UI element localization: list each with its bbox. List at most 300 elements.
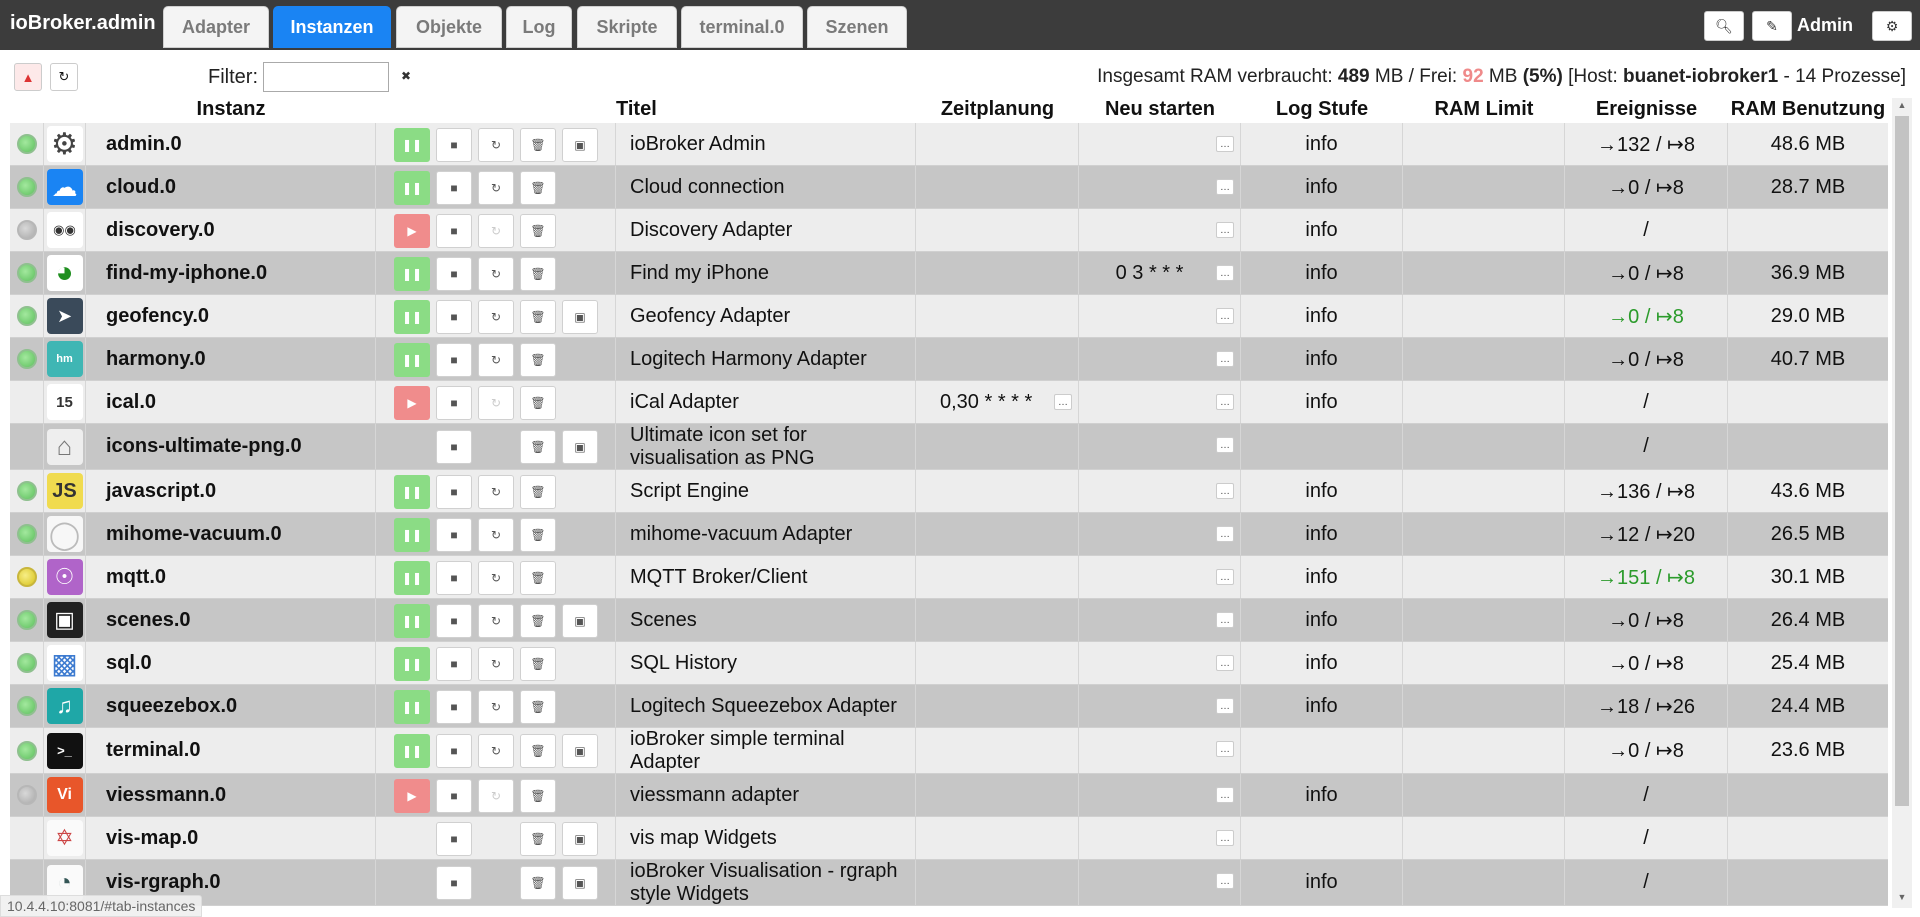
- instance-actions: [376, 209, 616, 251]
- delete-instance-button[interactable]: 🗑︎: [520, 734, 556, 768]
- col-ram-limit[interactable]: RAM Limit: [1434, 98, 1534, 120]
- instance-row[interactable]: [10, 209, 1888, 252]
- adapter-icon-cell: [44, 252, 86, 294]
- instance-title[interactable]: mihome-vacuum Adapter: [616, 513, 916, 555]
- host-name: buanet-iobroker1: [1623, 66, 1779, 87]
- pause-instance-button[interactable]: ❚❚: [394, 690, 430, 724]
- schedule-cell[interactable]: [916, 338, 1079, 380]
- instance-row[interactable]: [10, 338, 1888, 381]
- log-level[interactable]: info: [1241, 685, 1403, 727]
- events-count: →132 / ↦8: [1565, 123, 1728, 165]
- instance-name[interactable]: terminal.0: [86, 728, 376, 773]
- restart-instance-button[interactable]: ↻: [478, 343, 514, 377]
- settings-instance-button[interactable]: ■: [436, 214, 472, 248]
- events-count: /: [1565, 209, 1728, 251]
- instance-name[interactable]: geofency.0: [86, 295, 376, 337]
- settings-instance-button[interactable]: ■: [436, 690, 472, 724]
- instance-title[interactable]: Ultimate icon set for visualisation as PNG: [616, 424, 916, 469]
- log-level[interactable]: info: [1241, 338, 1403, 380]
- restart-schedule-cell[interactable]: [1079, 338, 1241, 380]
- delete-instance-button[interactable]: 🗑︎: [520, 300, 556, 334]
- ram-limit[interactable]: [1403, 642, 1565, 684]
- status-cell: [10, 728, 44, 773]
- restart-schedule-cell[interactable]: [1079, 774, 1241, 816]
- col-instanz[interactable]: Instanz: [196, 98, 266, 120]
- instance-actions: [376, 470, 616, 512]
- instance-name[interactable]: icons-ultimate-png.0: [86, 424, 376, 469]
- settings-instance-button[interactable]: ■: [436, 604, 472, 638]
- instance-row[interactable]: [10, 513, 1888, 556]
- status-cell: [10, 774, 44, 816]
- delete-instance-button[interactable]: 🗑︎: [520, 214, 556, 248]
- restart-schedule-cell[interactable]: [1079, 642, 1241, 684]
- instance-row[interactable]: [10, 817, 1888, 860]
- schedule-cell[interactable]: [916, 556, 1079, 598]
- delete-instance-button[interactable]: 🗑︎: [520, 475, 556, 509]
- delete-instance-button[interactable]: 🗑︎: [520, 866, 556, 900]
- tab-instanzen[interactable]: Instanzen: [273, 6, 391, 48]
- tab-skripte[interactable]: Skripte: [577, 6, 677, 48]
- instance-name[interactable]: cloud.0: [86, 166, 376, 208]
- log-level[interactable]: [1241, 424, 1403, 469]
- log-level[interactable]: info: [1241, 599, 1403, 641]
- restart-schedule-cell[interactable]: [1079, 513, 1241, 555]
- edit-restart-button[interactable]: …: [1216, 483, 1234, 499]
- filter-input[interactable]: [263, 62, 389, 92]
- instance-name[interactable]: sql.0: [86, 642, 376, 684]
- delete-instance-button[interactable]: 🗑︎: [520, 561, 556, 595]
- delete-instance-button[interactable]: 🗑︎: [520, 343, 556, 377]
- edit-restart-button[interactable]: …: [1216, 136, 1234, 152]
- settings-button[interactable]: [1872, 11, 1912, 41]
- restart-instance-button[interactable]: ↻: [478, 561, 514, 595]
- settings-instance-button[interactable]: ■: [436, 647, 472, 681]
- instance-title[interactable]: viessmann adapter: [616, 774, 916, 816]
- restart-schedule-cell[interactable]: [1079, 685, 1241, 727]
- log-level[interactable]: info: [1241, 166, 1403, 208]
- ram-limit[interactable]: [1403, 338, 1565, 380]
- instance-title[interactable]: iCal Adapter: [616, 381, 916, 423]
- open-web-button[interactable]: ▣: [562, 430, 598, 464]
- edit-restart-button[interactable]: …: [1216, 308, 1234, 324]
- restart-instance-button[interactable]: ↻: [478, 128, 514, 162]
- instance-actions: [376, 338, 616, 380]
- schedule-cell[interactable]: [916, 123, 1079, 165]
- instance-name[interactable]: ical.0: [86, 381, 376, 423]
- scroll-down-icon[interactable]: ▼: [1897, 892, 1907, 902]
- ram-limit[interactable]: [1403, 123, 1565, 165]
- log-level[interactable]: info: [1241, 642, 1403, 684]
- instance-title[interactable]: Geofency Adapter: [616, 295, 916, 337]
- delete-instance-button[interactable]: 🗑︎: [520, 430, 556, 464]
- status-indicator-icon: [17, 220, 37, 240]
- instance-row[interactable]: [10, 123, 1888, 166]
- restart-schedule-cell[interactable]: [1079, 252, 1241, 294]
- restart-instance-button: ↻: [478, 386, 514, 420]
- edit-restart-button[interactable]: …: [1216, 222, 1234, 238]
- user-warning-icon: ▲: [21, 69, 35, 85]
- col-titel[interactable]: Titel: [616, 98, 657, 120]
- open-web-button[interactable]: ▣: [562, 128, 598, 162]
- ram-summary: [1097, 66, 1906, 88]
- instance-row[interactable]: [10, 728, 1888, 774]
- status-indicator-icon: [17, 567, 37, 587]
- instance-title[interactable]: Scenes: [616, 599, 916, 641]
- schedule-cell[interactable]: [916, 166, 1079, 208]
- log-level[interactable]: info: [1241, 860, 1403, 905]
- instance-name[interactable]: squeezebox.0: [86, 685, 376, 727]
- log-level[interactable]: info: [1241, 295, 1403, 337]
- instance-row[interactable]: [10, 860, 1888, 906]
- instance-row[interactable]: [10, 774, 1888, 817]
- delete-instance-button[interactable]: 🗑︎: [520, 386, 556, 420]
- edit-restart-button[interactable]: …: [1216, 655, 1234, 671]
- status-indicator-icon: [17, 785, 37, 805]
- ram-usage: 26.5 MB: [1770, 522, 1846, 545]
- events-count: →0 / ↦8: [1565, 166, 1728, 208]
- instance-row[interactable]: [10, 166, 1888, 209]
- edit-restart-button[interactable]: …: [1216, 569, 1234, 585]
- instance-row[interactable]: [10, 252, 1888, 295]
- pause-instance-button[interactable]: ❚❚: [394, 128, 430, 162]
- instance-row[interactable]: [10, 470, 1888, 513]
- ram-limit[interactable]: [1403, 166, 1565, 208]
- ram-limit[interactable]: [1403, 424, 1565, 469]
- restart-schedule-cell[interactable]: [1079, 599, 1241, 641]
- restart-instance-button[interactable]: ↻: [478, 171, 514, 205]
- pause-instance-button[interactable]: ❚❚: [394, 604, 430, 638]
- ram-limit[interactable]: [1403, 774, 1565, 816]
- refresh-icon: ↻: [58, 69, 70, 84]
- reload-button[interactable]: [50, 63, 78, 91]
- instance-title[interactable]: Discovery Adapter: [616, 209, 916, 251]
- edit-restart-button[interactable]: …: [1216, 612, 1234, 628]
- pause-instance-button[interactable]: ❚❚: [394, 257, 430, 291]
- edit-restart-button[interactable]: …: [1216, 394, 1234, 410]
- schedule-cell[interactable]: [916, 424, 1079, 469]
- status-url: 10.4.4.10:8081/#tab-instances: [0, 895, 202, 917]
- status-indicator-icon: [17, 610, 37, 630]
- edit-restart-button[interactable]: …: [1216, 265, 1234, 281]
- open-web-button[interactable]: ▣: [562, 300, 598, 334]
- schedule-cell[interactable]: [916, 817, 1079, 859]
- open-web-button[interactable]: ▣: [562, 822, 598, 856]
- ram-limit[interactable]: [1403, 381, 1565, 423]
- instance-title[interactable]: Logitech Squeezebox Adapter: [616, 685, 916, 727]
- events-count: →12 / ↦20: [1565, 513, 1728, 555]
- schedule-cell[interactable]: [916, 728, 1079, 773]
- log-level[interactable]: info: [1241, 774, 1403, 816]
- instance-actions: [376, 123, 616, 165]
- tab-szenen[interactable]: Szenen: [807, 6, 907, 48]
- vertical-scrollbar[interactable]: [1892, 98, 1912, 908]
- open-web-button[interactable]: ▣: [562, 604, 598, 638]
- clear-filter-icon[interactable]: ✖: [400, 69, 412, 83]
- instance-name[interactable]: mqtt.0: [86, 556, 376, 598]
- events-count: →0 / ↦8: [1565, 728, 1728, 773]
- settings-instance-button[interactable]: ■: [436, 822, 472, 856]
- schedule-cell[interactable]: [916, 295, 1079, 337]
- status-cell: [10, 166, 44, 208]
- tab-log[interactable]: Log: [506, 6, 572, 48]
- pause-instance-button[interactable]: ❚❚: [394, 518, 430, 552]
- status-cell: [10, 123, 44, 165]
- log-level[interactable]: [1241, 728, 1403, 773]
- events-count: /: [1565, 860, 1728, 905]
- gauge-icon: ◔: [47, 865, 83, 901]
- log-level[interactable]: info: [1241, 123, 1403, 165]
- settings-instance-button[interactable]: ■: [436, 866, 472, 900]
- ram-prefix: Insgesamt RAM verbraucht:: [1097, 66, 1333, 87]
- ram-limit[interactable]: [1403, 817, 1565, 859]
- pause-instance-button[interactable]: ❚❚: [394, 647, 430, 681]
- instance-name[interactable]: vis-rgraph.0: [86, 860, 376, 905]
- instance-row[interactable]: [10, 556, 1888, 599]
- status-cell: [10, 252, 44, 294]
- ram-usage: 26.4 MB: [1770, 608, 1846, 631]
- settings-instance-button[interactable]: ■: [436, 171, 472, 205]
- pause-instance-button[interactable]: ❚❚: [394, 734, 430, 768]
- expert-mode-button[interactable]: [14, 63, 42, 91]
- tab-objekte[interactable]: Objekte: [396, 6, 502, 48]
- ram-usage: 30.1 MB: [1770, 565, 1846, 588]
- adapter-icon-cell: [44, 513, 86, 555]
- ram-limit[interactable]: [1403, 470, 1565, 512]
- restart-schedule-cell[interactable]: [1079, 123, 1241, 165]
- ram-usage: [1728, 774, 1888, 816]
- delete-instance-button[interactable]: 🗑︎: [520, 257, 556, 291]
- instance-title[interactable]: MQTT Broker/Client: [616, 556, 916, 598]
- pause-instance-button[interactable]: ❚❚: [394, 171, 430, 205]
- schedule-cell[interactable]: [916, 513, 1079, 555]
- instance-title[interactable]: Cloud connection: [616, 166, 916, 208]
- restart-instance-button[interactable]: ↻: [478, 647, 514, 681]
- settings-instance-button[interactable]: ■: [436, 128, 472, 162]
- instance-actions: [376, 774, 616, 816]
- restart-schedule-cell[interactable]: [1079, 817, 1241, 859]
- instance-actions: [376, 424, 616, 469]
- restart-instance-button[interactable]: ↻: [478, 475, 514, 509]
- ram-limit[interactable]: [1403, 860, 1565, 905]
- instance-row[interactable]: [10, 685, 1888, 728]
- instance-name[interactable]: mihome-vacuum.0: [86, 513, 376, 555]
- restart-schedule-cell[interactable]: [1079, 166, 1241, 208]
- schedule-cell[interactable]: [916, 599, 1079, 641]
- ram-limit[interactable]: [1403, 728, 1565, 773]
- instance-name[interactable]: vis-map.0: [86, 817, 376, 859]
- restart-schedule-cell[interactable]: [1079, 728, 1241, 773]
- pause-instance-button[interactable]: ❚❚: [394, 561, 430, 595]
- schedule-cell[interactable]: [916, 774, 1079, 816]
- log-level[interactable]: info: [1241, 381, 1403, 423]
- instance-row[interactable]: [10, 295, 1888, 338]
- ram-limit[interactable]: [1403, 252, 1565, 294]
- settings-instance-button[interactable]: ■: [436, 561, 472, 595]
- instance-row[interactable]: [10, 381, 1888, 424]
- tab-adapter[interactable]: Adapter: [163, 6, 269, 48]
- delete-instance-button[interactable]: 🗑︎: [520, 128, 556, 162]
- log-level[interactable]: info: [1241, 252, 1403, 294]
- instance-title[interactable]: Script Engine: [616, 470, 916, 512]
- col-ram-benutzung[interactable]: RAM Benutzung: [1730, 98, 1886, 120]
- ram-limit[interactable]: [1403, 685, 1565, 727]
- pause-instance-button[interactable]: ❚❚: [394, 343, 430, 377]
- instance-title[interactable]: Find my iPhone: [616, 252, 916, 294]
- instance-name[interactable]: javascript.0: [86, 470, 376, 512]
- ram-used: 489: [1337, 66, 1370, 87]
- ram-limit[interactable]: [1403, 599, 1565, 641]
- settings-instance-button[interactable]: ■: [436, 518, 472, 552]
- status-indicator-icon: [17, 306, 37, 326]
- status-cell: [10, 209, 44, 251]
- scrollbar-thumb[interactable]: [1895, 116, 1909, 806]
- schedule-cell[interactable]: [916, 642, 1079, 684]
- log-level[interactable]: info: [1241, 470, 1403, 512]
- schedule-cell[interactable]: [916, 470, 1079, 512]
- instance-actions: [376, 252, 616, 294]
- delete-instance-button[interactable]: 🗑︎: [520, 171, 556, 205]
- restart-schedule-cell[interactable]: [1079, 470, 1241, 512]
- instance-name[interactable]: scenes.0: [86, 599, 376, 641]
- ram-limit[interactable]: [1403, 209, 1565, 251]
- restart-instance-button: ↻: [478, 779, 514, 813]
- pause-instance-button[interactable]: ❚❚: [394, 475, 430, 509]
- binoculars-icon: ◉◉: [47, 212, 83, 248]
- instance-actions: [376, 556, 616, 598]
- instance-title[interactable]: vis map Widgets: [616, 817, 916, 859]
- instance-name[interactable]: viessmann.0: [86, 774, 376, 816]
- scroll-up-icon[interactable]: ▲: [1897, 100, 1907, 110]
- settings-instance-button[interactable]: ■: [436, 300, 472, 334]
- instance-row[interactable]: [10, 424, 1888, 470]
- ram-usage: [1728, 817, 1888, 859]
- status-cell: [10, 295, 44, 337]
- log-level[interactable]: info: [1241, 556, 1403, 598]
- edit-restart-button[interactable]: …: [1216, 787, 1234, 803]
- instance-row[interactable]: [10, 599, 1888, 642]
- host-suffix: - 14 Prozesse]: [1783, 66, 1906, 87]
- edit-restart-button[interactable]: …: [1216, 179, 1234, 195]
- settings-instance-button[interactable]: ■: [436, 734, 472, 768]
- settings-instance-button[interactable]: ■: [436, 257, 472, 291]
- status-indicator-icon: [17, 741, 37, 761]
- settings-instance-button[interactable]: ■: [436, 343, 472, 377]
- settings-instance-button[interactable]: ■: [436, 779, 472, 813]
- instance-title[interactable]: ioBroker Admin: [616, 123, 916, 165]
- open-web-button[interactable]: ▣: [562, 866, 598, 900]
- ram-usage: [1728, 381, 1888, 423]
- schedule-cell[interactable]: [916, 860, 1079, 905]
- instance-row[interactable]: [10, 642, 1888, 685]
- restart-value: 0 3 * * *: [1115, 261, 1184, 284]
- start-instance-button[interactable]: ▶: [394, 214, 430, 248]
- col-ereignisse[interactable]: Ereignisse: [1595, 98, 1698, 120]
- pause-instance-button[interactable]: ❚❚: [394, 300, 430, 334]
- edit-restart-button[interactable]: …: [1216, 437, 1234, 453]
- restart-instance-button[interactable]: ↻: [478, 518, 514, 552]
- delete-instance-button[interactable]: 🗑︎: [520, 822, 556, 856]
- events-count: /: [1565, 774, 1728, 816]
- col-zeitplanung[interactable]: Zeitplanung: [940, 98, 1055, 120]
- settings-instance-button[interactable]: ■: [436, 430, 472, 464]
- delete-instance-button[interactable]: 🗑︎: [520, 690, 556, 724]
- delete-instance-button[interactable]: 🗑︎: [520, 779, 556, 813]
- settings-instance-button[interactable]: ■: [436, 475, 472, 509]
- ram-limit[interactable]: [1403, 295, 1565, 337]
- restart-instance-button[interactable]: ↻: [478, 690, 514, 724]
- restart-schedule-cell[interactable]: [1079, 295, 1241, 337]
- instance-name[interactable]: admin.0: [86, 123, 376, 165]
- restart-instance-button[interactable]: ↻: [478, 604, 514, 638]
- restart-schedule-cell[interactable]: [1079, 424, 1241, 469]
- pencil-icon: ✎: [1766, 17, 1778, 34]
- adapter-icon-cell: [44, 338, 86, 380]
- delete-instance-button[interactable]: 🗑︎: [520, 647, 556, 681]
- edit-button[interactable]: [1752, 11, 1792, 41]
- instance-title[interactable]: Logitech Harmony Adapter: [616, 338, 916, 380]
- log-level[interactable]: [1241, 817, 1403, 859]
- radar-icon: ◕: [47, 255, 83, 291]
- schedule-cell[interactable]: [916, 685, 1079, 727]
- edit-restart-button[interactable]: …: [1216, 741, 1234, 757]
- instance-name[interactable]: harmony.0: [86, 338, 376, 380]
- ram-limit[interactable]: [1403, 513, 1565, 555]
- instance-name[interactable]: find-my-iphone.0: [86, 252, 376, 294]
- adapter-icon-cell: [44, 424, 86, 469]
- restart-instance-button[interactable]: ↻: [478, 257, 514, 291]
- gear-icon: ⚙: [1885, 17, 1899, 34]
- restart-schedule-cell[interactable]: [1079, 209, 1241, 251]
- edit-restart-button[interactable]: …: [1216, 351, 1234, 367]
- ram-usage: 24.4 MB: [1770, 694, 1846, 717]
- restart-schedule-cell[interactable]: [1079, 860, 1241, 905]
- col-neu-starten[interactable]: Neu starten: [1104, 98, 1216, 120]
- restart-instance-button[interactable]: ↻: [478, 300, 514, 334]
- schedule-cell[interactable]: [916, 381, 1079, 423]
- instance-actions: [376, 817, 616, 859]
- terminal-icon: >_: [47, 733, 83, 769]
- log-level[interactable]: info: [1241, 513, 1403, 555]
- col-log-stufe[interactable]: Log Stufe: [1275, 98, 1369, 120]
- delete-instance-button[interactable]: 🗑︎: [520, 604, 556, 638]
- restart-schedule-cell[interactable]: [1079, 381, 1241, 423]
- open-web-button[interactable]: ▣: [562, 734, 598, 768]
- edit-restart-button[interactable]: …: [1216, 526, 1234, 542]
- instance-title[interactable]: ioBroker simple terminal Adapter: [616, 728, 916, 773]
- log-level[interactable]: info: [1241, 209, 1403, 251]
- restart-schedule-cell[interactable]: [1079, 556, 1241, 598]
- edit-restart-button[interactable]: …: [1216, 830, 1234, 846]
- instance-title[interactable]: ioBroker Visualisation - rgraph style Widgets: [616, 860, 916, 905]
- edit-restart-button[interactable]: …: [1216, 873, 1234, 889]
- schedule-cell[interactable]: [916, 252, 1079, 294]
- ram-limit[interactable]: [1403, 556, 1565, 598]
- schedule-cell[interactable]: [916, 209, 1079, 251]
- user-name[interactable]: Admin: [1797, 15, 1853, 35]
- edit-restart-button[interactable]: …: [1216, 698, 1234, 714]
- settings-instance-button[interactable]: ■: [436, 386, 472, 420]
- tab-terminal[interactable]: terminal.0: [681, 6, 803, 48]
- search-button[interactable]: [1704, 11, 1744, 41]
- edit-schedule-button[interactable]: …: [1054, 394, 1072, 410]
- broadcast-icon: ☉: [47, 559, 83, 595]
- start-instance-button[interactable]: ▶: [394, 779, 430, 813]
- start-instance-button[interactable]: ▶: [394, 386, 430, 420]
- instance-name[interactable]: discovery.0: [86, 209, 376, 251]
- instance-title[interactable]: SQL History: [616, 642, 916, 684]
- restart-instance-button[interactable]: ↻: [478, 734, 514, 768]
- delete-instance-button[interactable]: 🗑︎: [520, 518, 556, 552]
